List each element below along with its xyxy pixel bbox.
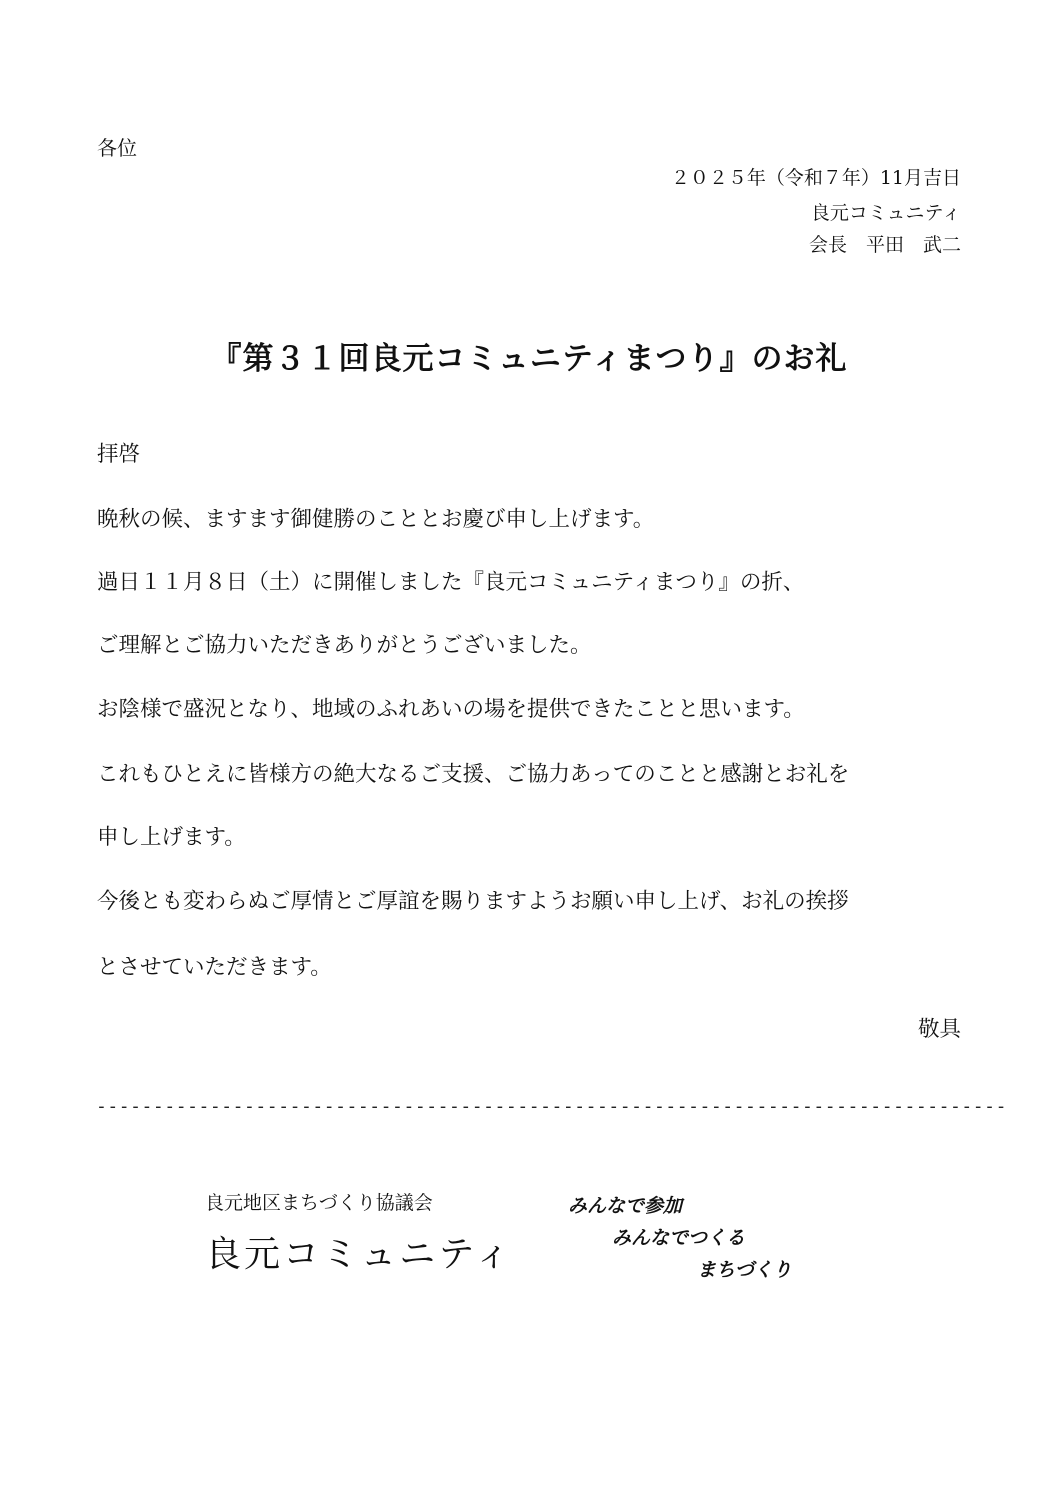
issue-date: ２０２５年（令和７年）11月吉日 [670, 167, 961, 189]
body-line: 過日１１月８日（土）に開催しました『良元コミュニティまつり』の折、 [97, 570, 805, 595]
body-line: 申し上げます。 [97, 825, 246, 850]
document-title: 『第３１回良元コミュニティまつり』のお礼 [210, 341, 848, 377]
community-name: 良元コミュニティ [205, 1234, 514, 1275]
sender-organization: 良元コミュニティ [810, 202, 961, 224]
body-line: とさせていただきます。 [97, 955, 332, 980]
body-line: ご理解とご協力いただきありがとうございました。 [97, 633, 592, 658]
council-name: 良元地区まちづくり協議会 [205, 1192, 433, 1214]
sender-president: 会長 平田 武二 [808, 234, 961, 256]
slogan-line: みんなでつくる [612, 1227, 746, 1249]
body-line: これもひとえに皆様方の絶大なるご支援、ご協力あってのことと感謝とお礼を [97, 762, 850, 787]
body-line: 今後とも変わらぬご厚情とご厚誼を賜りますようお願い申し上げ、お礼の挨拶 [97, 889, 849, 914]
closing: 敬具 [917, 1017, 961, 1042]
slogan-line: みんなで参加 [568, 1195, 683, 1217]
cut-line-separator: -------------------------------------------------------------------------------- [96, 1096, 1007, 1117]
slogan-line: まちづくり [697, 1259, 792, 1281]
addressee: 各位 [97, 136, 137, 160]
body-line: お陰様で盛況となり、地域のふれあいの場を提供できたことと思います。 [97, 697, 805, 722]
body-line: 晩秋の候、ますます御健勝のこととお慶び申し上げます。 [97, 507, 655, 532]
greeting: 拝啓 [97, 442, 141, 467]
